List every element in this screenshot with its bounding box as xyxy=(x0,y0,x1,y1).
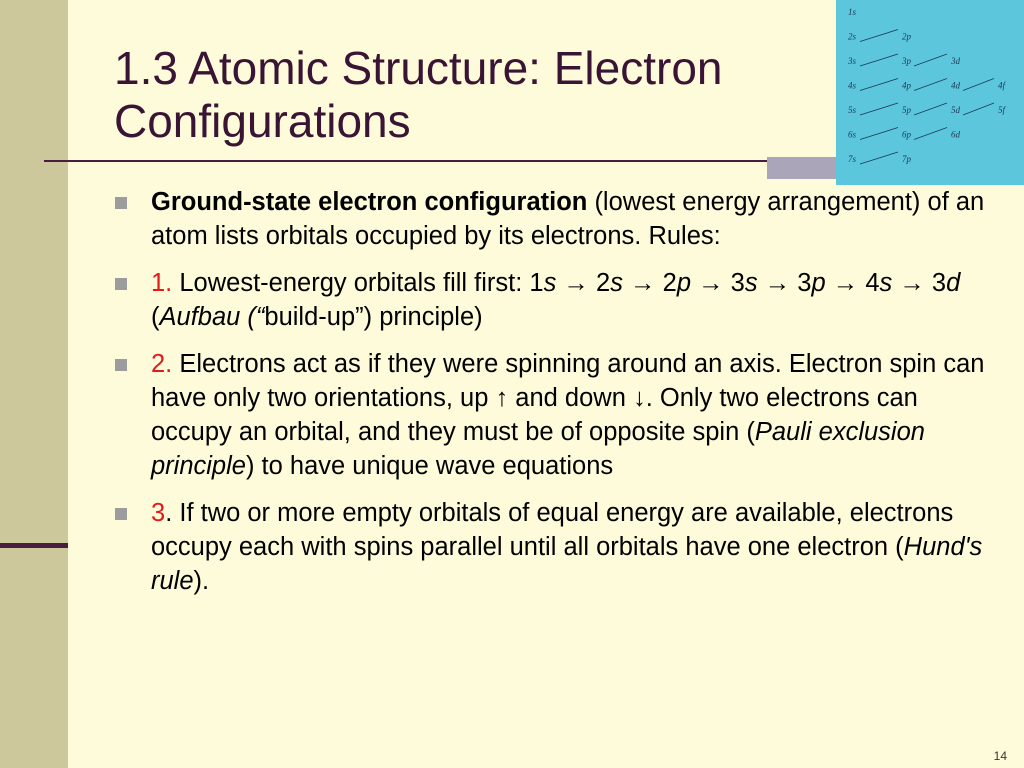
orbital-label-5d: 5d xyxy=(951,105,960,115)
rule-text: Electrons act as if they were spinning around an axis. Electron spin can have only two orientations, up ↑ and down ↓. Only two electrons can occupy an orbital, and they must be of opposite spin ( xyxy=(151,350,985,446)
diagram-connector-line xyxy=(914,103,947,115)
title-line-1: 1.3 Atomic Structure: Electron xyxy=(114,42,723,94)
aufbau-term: Aufbau (“ xyxy=(159,303,265,331)
arrow-text: → 3 xyxy=(757,269,812,297)
orbital-label: s xyxy=(744,269,758,297)
orbital-label-4f: 4f xyxy=(998,80,1006,91)
orbital-label-3s: 3s xyxy=(848,56,857,66)
orbital-label-5s: 5s xyxy=(848,105,857,115)
orbital-label-4d: 4d xyxy=(951,80,960,91)
arrow-text: → 2 xyxy=(556,269,611,297)
orbital-label: s xyxy=(610,269,623,297)
orbital-label-5p: 5p xyxy=(902,105,911,115)
arrow-text: → 3 xyxy=(892,269,947,297)
diagram-connector-line xyxy=(860,128,898,140)
hund-term: Hund's rule xyxy=(151,533,983,595)
pauli-term: Pauli exclusion principle xyxy=(151,418,925,480)
rule-number: 2. xyxy=(151,350,173,378)
diagram-connector-line xyxy=(963,103,994,115)
rule-number: 3 xyxy=(151,499,166,527)
orbital-filling-diagram xyxy=(836,0,1024,185)
orbital-label-6p: 6p xyxy=(902,129,911,140)
diagram-connector-line xyxy=(860,79,898,91)
arrow-text: → 3 xyxy=(691,269,745,297)
arrow-text: → 2 xyxy=(622,269,677,297)
rule-text-end: ). xyxy=(193,567,210,595)
orbital-label-2p: 2p xyxy=(902,31,911,42)
title-divider-block xyxy=(767,157,837,179)
orbital-label-3d: 3d xyxy=(951,56,960,66)
bullet-marker xyxy=(115,508,127,520)
diagram-connector-line xyxy=(860,54,898,66)
orbital-label-6d: 6d xyxy=(951,129,960,140)
diagram-connector-line xyxy=(860,30,898,42)
title-divider xyxy=(44,160,844,162)
orbital-label-4s: 4s xyxy=(848,80,857,91)
diagram-connector-line xyxy=(914,54,947,66)
orbital-label-3p: 3p xyxy=(902,56,911,66)
bullet-rule-1 xyxy=(110,266,990,334)
rule-text-end: build-up”) principle) xyxy=(264,303,483,331)
bullet-ground-state xyxy=(110,185,990,253)
bullet-marker xyxy=(115,197,127,209)
orbital-diagram-svg xyxy=(836,0,1024,185)
bullet-list xyxy=(110,185,990,611)
diagram-connector-line xyxy=(963,79,994,91)
bullet-text: (lowest energy arrangement) of an atom lists orbitals occupied by its electrons. Rules: xyxy=(151,188,985,250)
diagram-connector-line xyxy=(914,128,947,140)
rule-text: Lowest-energy orbitals fill first: 1 xyxy=(172,269,544,297)
orbital-label-1s: 1s xyxy=(848,7,857,17)
orbital-label-5f: 5f xyxy=(998,105,1006,115)
orbital-label: s xyxy=(543,269,557,297)
diagram-connector-line xyxy=(860,103,898,115)
orbital-label: s xyxy=(879,269,893,297)
bullet-marker xyxy=(115,278,127,290)
sidebar-accent-line xyxy=(0,543,68,548)
term-ground-state: Ground-state electron configuration xyxy=(151,188,588,216)
bullet-rule-2 xyxy=(110,347,990,483)
orbital-label-2s: 2s xyxy=(848,31,857,42)
page-number: 14 xyxy=(993,749,1007,763)
arrow-text: → 4 xyxy=(825,269,880,297)
slide-title xyxy=(114,42,834,148)
orbital-label-7s: 7s xyxy=(848,154,857,164)
title-line-2: Configurations xyxy=(114,95,411,147)
orbital-label: p xyxy=(676,269,691,297)
rule-number: 1. xyxy=(151,269,173,297)
rule-text-end: ) to have unique wave equations xyxy=(245,452,614,480)
left-sidebar xyxy=(0,0,68,768)
bullet-rule-3 xyxy=(110,496,990,598)
orbital-label: p xyxy=(811,269,826,297)
orbital-label: d xyxy=(946,269,961,297)
bullet-marker xyxy=(115,359,127,371)
orbital-label-6s: 6s xyxy=(848,129,857,140)
rule-text: . If two or more empty orbitals of equal energy are available, electrons occupy each with spins parallel until all orbitals have one electron ( xyxy=(151,499,954,561)
diagram-connector-line xyxy=(914,79,947,91)
orbital-label-7p: 7p xyxy=(902,154,911,164)
paren-text: ( xyxy=(151,303,160,331)
diagram-connector-line xyxy=(860,152,898,164)
orbital-label-4p: 4p xyxy=(902,80,911,91)
